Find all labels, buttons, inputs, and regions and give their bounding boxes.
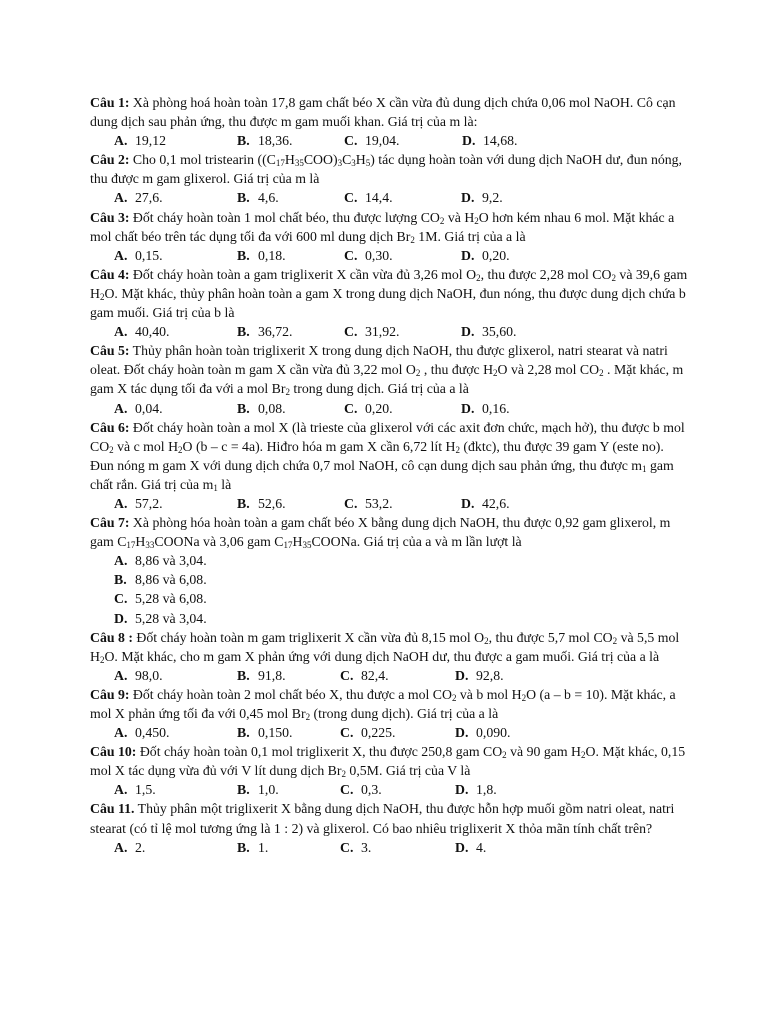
option-letter: B. <box>237 725 250 741</box>
answer-option-b[interactable] <box>237 322 293 341</box>
option-letter: B. <box>237 247 250 263</box>
option-value: 0,08. <box>258 400 286 416</box>
answer-option-d[interactable] <box>455 780 497 799</box>
question-11 <box>90 799 690 837</box>
question-text: COO) <box>303 152 338 168</box>
option-letter: C. <box>344 133 358 149</box>
option-value: 0,3. <box>361 782 382 798</box>
option-value: 0,15. <box>135 247 163 263</box>
answer-option-b[interactable] <box>237 131 293 150</box>
subscript: 2 <box>599 368 604 379</box>
option-value: 52,6. <box>258 495 286 511</box>
question-text: và 5,5 mol H <box>90 629 680 664</box>
subscript: 2 <box>109 444 114 455</box>
subscript: 2 <box>410 234 415 245</box>
subscript: 2 <box>476 272 481 283</box>
answer-option-b[interactable] <box>237 780 279 799</box>
answer-options <box>114 399 690 418</box>
option-value: 0,16. <box>482 400 510 416</box>
option-value: 0,20. <box>482 247 510 263</box>
option-value: 92,8. <box>476 667 504 683</box>
answer-option-c[interactable] <box>344 131 400 150</box>
option-value: 0,150. <box>258 725 293 741</box>
answer-options <box>114 780 690 799</box>
answer-options <box>114 723 690 742</box>
question-text: Xà phòng hóa hoàn toàn a gam chất béo X bằng dung dịch NaOH, thu được 0,92 gam glixerol, m gam C <box>90 515 671 550</box>
answer-option-c[interactable] <box>344 399 393 418</box>
answer-option-b[interactable] <box>237 723 293 742</box>
option-letter: C. <box>114 591 128 607</box>
subscript: 2 <box>99 654 105 665</box>
option-letter: C. <box>344 495 358 511</box>
subscript: 2 <box>451 692 457 703</box>
question-number: Câu 10: <box>90 744 137 760</box>
answer-option-a[interactable] <box>114 666 163 685</box>
option-value: 19,12 <box>135 133 167 149</box>
question-text: . Mặt khác, m gam X tác dụng tối đa với a mol Br <box>90 362 684 397</box>
answer-options <box>114 666 690 685</box>
answer-option-a[interactable] <box>114 780 156 799</box>
option-letter: B. <box>237 324 250 340</box>
answer-options <box>114 551 690 627</box>
subscript: 5 <box>365 158 371 169</box>
answer-option-d[interactable] <box>462 131 518 150</box>
option-value: 4,6. <box>258 190 279 206</box>
subscript: 3 <box>337 158 343 169</box>
subscript: 2 <box>341 769 346 780</box>
option-value: 53,2. <box>365 495 393 511</box>
subscript: 2 <box>415 368 421 379</box>
subscript: 1 <box>642 463 647 474</box>
question-text: và H <box>444 209 475 225</box>
option-value: 18,36. <box>258 133 293 149</box>
answer-option-a[interactable] <box>114 188 163 207</box>
subscript: 2 <box>474 215 479 226</box>
question-text: O và 2,28 mol CO <box>497 362 600 378</box>
question-number: Câu 4: <box>90 266 130 282</box>
option-value: 2. <box>135 839 146 855</box>
option-value: 31,92. <box>365 324 400 340</box>
option-value: 40,40. <box>135 324 170 340</box>
option-letter: A. <box>114 839 128 855</box>
answer-option-d[interactable] <box>461 188 503 207</box>
option-value: 14,68. <box>483 133 518 149</box>
question-text: , thu được H <box>420 362 494 378</box>
subscript: 2 <box>178 444 183 455</box>
answer-option-a[interactable] <box>114 838 145 857</box>
question-3 <box>90 208 690 246</box>
option-letter: C. <box>344 324 358 340</box>
option-value: 0,090. <box>476 725 511 741</box>
option-letter: D. <box>461 400 475 416</box>
option-letter: A. <box>114 247 128 263</box>
option-value: 0,30. <box>365 247 393 263</box>
subscript: 1 <box>213 482 218 493</box>
answer-option-c[interactable] <box>344 322 400 341</box>
question-5 <box>90 341 690 398</box>
subscript: 35 <box>294 158 304 169</box>
option-letter: B. <box>237 133 250 149</box>
option-value: 1,8. <box>476 782 497 798</box>
option-letter: D. <box>455 667 469 683</box>
subscript: 17 <box>275 158 285 169</box>
question-4 <box>90 265 690 322</box>
option-letter: D. <box>461 324 475 340</box>
answer-option-a[interactable] <box>114 131 166 150</box>
answer-option-c[interactable] <box>344 246 393 265</box>
subscript: 3 <box>351 158 356 169</box>
answer-option-a[interactable] <box>114 723 170 742</box>
subscript: 35 <box>302 540 312 551</box>
option-letter: A. <box>114 725 128 741</box>
subscript: 2 <box>581 750 586 761</box>
answer-option-d[interactable] <box>114 609 690 628</box>
option-letter: B. <box>237 782 250 798</box>
subscript: 2 <box>99 291 105 302</box>
question-text: Đốt cháy hoàn toàn 2 mol chất béo X, thu được a mol CO <box>129 686 452 702</box>
question-text: Đốt cháy hoàn toàn m gam triglixerit X cần vừa đủ 8,15 mol O <box>132 629 485 645</box>
option-value: 82,4. <box>361 667 389 683</box>
question-text: Đốt cháy hoàn toàn 1 mol chất béo, thu được lượng CO <box>129 209 440 225</box>
option-letter: A. <box>114 667 128 683</box>
question-text: ) tác dụng hoàn toàn với dung dịch NaOH dư, đun nóng, thu được m gam glixerol. Giá trị của m là <box>90 152 682 187</box>
question-text: 0,5M. Giá trị của V là <box>345 763 471 779</box>
option-letter: A. <box>114 324 128 340</box>
subscript: 17 <box>126 540 136 551</box>
option-letter: C. <box>344 247 358 263</box>
answer-option-a[interactable] <box>114 494 163 513</box>
option-value: 5,28 và 6,08. <box>135 591 207 607</box>
option-value: 14,4. <box>365 190 393 206</box>
question-text: Đốt cháy hoàn toàn a mol X (là trieste của glixerol với các axit đơn chức, mạch hở), thu được b mol CO <box>90 419 685 454</box>
option-letter: C. <box>344 400 358 416</box>
question-text: COONa. Giá trị của a và m lần lượt là <box>311 534 522 550</box>
question-number: Câu 1: <box>90 95 130 110</box>
option-letter: A. <box>114 553 128 569</box>
option-letter: B. <box>114 572 127 588</box>
subscript: 2 <box>285 387 290 398</box>
answer-option-c[interactable] <box>344 494 393 513</box>
answer-options <box>114 322 690 341</box>
answer-option-b[interactable] <box>237 246 286 265</box>
answer-option-b[interactable] <box>114 570 690 589</box>
answer-option-d[interactable] <box>461 494 510 513</box>
option-value: 8,86 và 3,04. <box>135 553 207 569</box>
question-9 <box>90 685 690 723</box>
answer-options <box>114 246 690 265</box>
option-letter: C. <box>344 190 358 206</box>
option-value: 1,5. <box>135 782 156 798</box>
question-text: trong dung dịch. Giá trị của a là <box>289 381 469 397</box>
answer-options <box>114 188 690 207</box>
question-text: O. Mặt khác, thủy phân hoàn toàn a gam X trong dung dịch NaOH, đun nóng, thu được dung dịch chứa b gam muối. Giá trị của b là <box>90 285 686 321</box>
option-value: 0,04. <box>135 400 163 416</box>
option-value: 0,18. <box>258 247 286 263</box>
subscript: 2 <box>455 444 460 455</box>
option-letter: C. <box>340 839 354 855</box>
document-page <box>90 93 690 857</box>
question-text: , thu được 2,28 mol CO <box>480 266 612 282</box>
question-number: Câu 9: <box>90 686 130 702</box>
option-value: 5,28 và 3,04. <box>135 610 207 626</box>
option-letter: A. <box>114 400 128 416</box>
question-text: Thủy phân hoàn toàn triglixerit X trong dung dịch NaOH, thu được glixerol, natri stearat và natri oleat. Đốt cháy hoàn toàn m gam X cần vừa đủ 3,22 mol O <box>90 343 668 378</box>
option-value: 98,0. <box>135 667 163 683</box>
answer-option-c[interactable] <box>344 188 393 207</box>
question-text: H <box>292 534 303 550</box>
question-text: và 39,6 gam H <box>90 266 688 301</box>
answer-option-b[interactable] <box>237 666 286 685</box>
question-text: Thủy phân một triglixerit X bằng dung dịch NaOH, thu được hỗn hợp muối gồm natri oleat, natri stearat (có tỉ lệ mol tương ứng là 1 : 2) và glixerol. Có bao nhiêu triglixerit X thỏa mãn tính chất trên? <box>90 801 675 836</box>
question-text: H <box>135 534 146 550</box>
question-text: (đktc), thu được 39 gam Y (este no). Đun nóng m gam X với dung dịch chứa 0,7 mol NaOH, cô cạn dung dịch sau phản ứng, thu được m <box>90 438 664 473</box>
answer-option-a[interactable] <box>114 322 170 341</box>
question-text: H <box>284 152 295 168</box>
option-letter: D. <box>461 495 475 511</box>
answer-option-b[interactable] <box>237 838 268 857</box>
answer-option-b[interactable] <box>237 494 286 513</box>
question-number: Câu 6: <box>90 419 130 435</box>
answer-option-a[interactable] <box>114 246 163 265</box>
option-value: 8,86 và 6,08. <box>135 572 207 588</box>
question-number: Câu 2: <box>90 152 130 168</box>
option-letter: A. <box>114 495 128 511</box>
answer-options <box>114 494 690 513</box>
question-text: Đốt cháy hoàn toàn a gam triglixerit X cần vừa đủ 3,26 mol O <box>129 266 477 282</box>
option-letter: D. <box>461 190 475 206</box>
option-letter: D. <box>462 133 476 149</box>
answer-option-d[interactable] <box>455 838 486 857</box>
option-value: 0,450. <box>135 725 170 741</box>
question-text: Đốt cháy hoàn toàn 0,1 mol triglixerit X, thu được 250,8 gam CO <box>136 744 503 760</box>
answer-option-d[interactable] <box>455 723 511 742</box>
question-number: Câu 5: <box>90 343 130 359</box>
answer-option-c[interactable] <box>340 723 396 742</box>
option-letter: A. <box>114 782 128 798</box>
answer-option-c[interactable] <box>340 666 389 685</box>
subscript: 2 <box>521 692 527 703</box>
option-value: 27,6. <box>135 190 163 206</box>
question-2 <box>90 150 690 188</box>
question-text: O. Mặt khác, 0,15 mol X tác dụng vừa đủ với V lít dung dịch Br <box>90 744 686 779</box>
option-value: 0,225. <box>361 725 396 741</box>
question-text: , thu được 5,7 mol CO <box>488 629 613 645</box>
option-value: 1,0. <box>258 782 279 798</box>
question-number: Câu 11. <box>90 801 135 817</box>
option-value: 3. <box>361 839 372 855</box>
question-7 <box>90 513 690 551</box>
question-text: và c mol H <box>113 438 179 454</box>
option-value: 42,6. <box>482 495 510 511</box>
question-number: Câu 7: <box>90 515 130 531</box>
option-value: 36,72. <box>258 324 293 340</box>
option-value: 0,20. <box>365 400 393 416</box>
option-letter: B. <box>237 839 250 855</box>
answer-options <box>114 131 690 150</box>
option-letter: D. <box>114 610 128 626</box>
option-letter: B. <box>237 495 250 511</box>
question-text: Cho 0,1 mol tristearin ((C <box>129 152 276 168</box>
answer-option-b[interactable] <box>237 399 286 418</box>
option-letter: B. <box>237 400 250 416</box>
option-value: 9,2. <box>482 190 503 206</box>
question-6 <box>90 418 690 494</box>
subscript: 2 <box>439 215 445 226</box>
question-10 <box>90 742 690 780</box>
option-letter: D. <box>455 725 469 741</box>
question-text: O (b – c = 4a). Hiđro hóa m gam X cần 6,72 lít H <box>182 438 456 454</box>
question-text: Xà phòng hoá hoàn toàn 17,8 gam chất béo X cần vừa đủ dung dịch chứa 0,06 mol NaOH. Cô cạn dung dịch sau phản ứng, thu được m gam muối khan. Giá trị của m là: <box>90 95 676 130</box>
subscript: 2 <box>612 635 618 646</box>
question-number: Câu 3: <box>90 209 130 225</box>
subscript: 33 <box>145 540 155 551</box>
subscript: 17 <box>283 540 293 551</box>
question-text: O. Mặt khác, cho m gam X phản ứng với dung dịch NaOH dư, thu được a gam muối. Giá trị của a là <box>104 648 660 664</box>
subscript: 2 <box>484 635 489 646</box>
option-letter: C. <box>340 725 354 741</box>
subscript: 2 <box>611 272 616 283</box>
answer-option-b[interactable] <box>237 188 279 207</box>
option-letter: D. <box>455 839 469 855</box>
option-value: 19,04. <box>365 133 400 149</box>
answer-option-a[interactable] <box>114 399 163 418</box>
question-number: Câu 8 : <box>90 629 133 645</box>
question-text: H <box>355 152 366 168</box>
answer-option-c[interactable] <box>340 780 382 799</box>
answer-option-d[interactable] <box>461 322 517 341</box>
answer-option-a[interactable] <box>114 551 690 570</box>
question-1 <box>90 93 690 131</box>
subscript: 2 <box>493 368 498 379</box>
answer-option-d[interactable] <box>455 666 504 685</box>
subscript: 2 <box>502 750 507 761</box>
option-letter: C. <box>340 782 354 798</box>
answer-option-c[interactable] <box>114 589 690 608</box>
option-value: 91,8. <box>258 667 286 683</box>
option-letter: C. <box>340 667 354 683</box>
subscript: 2 <box>305 712 311 722</box>
option-letter: D. <box>461 247 475 263</box>
answer-option-c[interactable] <box>340 838 371 857</box>
question-text: (trong dung dịch). Giá trị của a là <box>310 706 499 721</box>
answer-option-d[interactable] <box>461 399 510 418</box>
question-text: và 90 gam H <box>506 744 582 760</box>
question-text: O (a – b = 10). Mặt khác, a mol X phản ứng tối đa với 0,45 mol Br <box>90 686 676 721</box>
question-text: gam chất rắn. Giá trị của m <box>90 457 674 492</box>
option-letter: B. <box>237 190 250 206</box>
question-text: là <box>217 476 232 492</box>
option-value: 57,2. <box>135 495 163 511</box>
option-value: 1. <box>258 839 269 855</box>
option-letter: A. <box>114 190 128 206</box>
question-text: và b mol H <box>456 686 522 702</box>
option-value: 35,60. <box>482 324 517 340</box>
option-letter: D. <box>455 782 469 798</box>
question-text: COONa và 3,06 gam C <box>154 534 284 550</box>
question-text: C <box>342 152 352 168</box>
option-letter: B. <box>237 667 250 683</box>
question-8 <box>90 628 690 666</box>
answer-option-d[interactable] <box>461 246 510 265</box>
option-value: 4. <box>476 839 487 855</box>
option-letter: A. <box>114 133 128 149</box>
answer-options <box>114 838 690 857</box>
question-text: O hơn kém nhau 6 mol. Mặt khác a mol chất béo trên tác dụng tối đa với 600 ml dung dịch Br <box>90 209 675 244</box>
question-text: 1M. Giá trị của a là <box>414 228 526 244</box>
